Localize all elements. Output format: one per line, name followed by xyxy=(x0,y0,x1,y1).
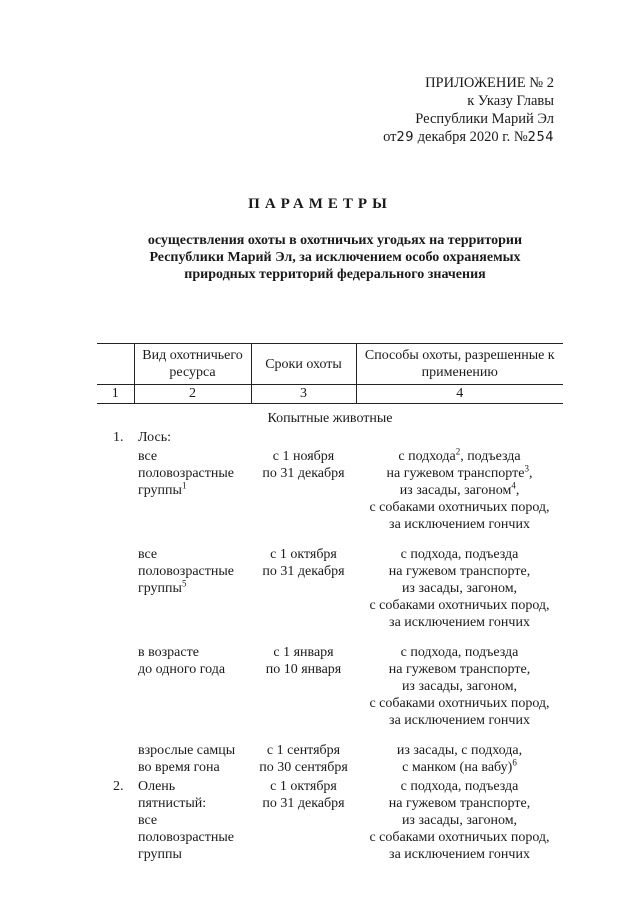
annex-line-1: ПРИЛОЖЕНИЕ № 2 xyxy=(425,75,554,91)
period-line: по 31 декабря xyxy=(262,564,345,579)
method-text: на гужевом транспорте xyxy=(386,466,525,481)
resource-line: в возрасте xyxy=(138,645,199,660)
method-line: за исключением гончих xyxy=(389,517,530,532)
hunting-parameters-table xyxy=(97,343,563,863)
method-line: с подхода, подъезда xyxy=(400,547,519,562)
method-line: с подхода, подъезда xyxy=(400,779,519,794)
method-line: с собаками охотничьих пород, xyxy=(369,598,550,613)
resource-text: группы xyxy=(138,483,182,498)
column-number: 3 xyxy=(251,385,356,404)
table-row xyxy=(97,631,563,729)
document-title: ПАРАМЕТРЫ xyxy=(248,196,392,212)
table-row xyxy=(97,776,563,863)
period-cell xyxy=(251,729,356,776)
resource-line: Олень xyxy=(138,779,176,794)
resource-cell xyxy=(134,729,251,776)
methods-cell xyxy=(356,446,563,533)
header-methods: Способы охоты, разрешенные к применению xyxy=(356,344,563,385)
footnote-ref: 6 xyxy=(512,757,517,768)
row-number: 2. xyxy=(113,779,124,794)
period-line: по 31 декабря xyxy=(262,796,345,811)
method-line: на гужевом транспорте, xyxy=(388,796,531,811)
method-line xyxy=(356,482,563,499)
method-text: с подхода xyxy=(398,449,456,464)
row-spacer xyxy=(97,446,134,533)
method-line: из засады, загоном, xyxy=(401,581,518,596)
subtitle-line-1: осуществления охоты в охотничьих угодьях на территории xyxy=(147,233,523,248)
decree-number: 254 xyxy=(527,130,554,145)
document-subtitle xyxy=(120,232,550,283)
method-text: , xyxy=(515,483,520,498)
column-number: 4 xyxy=(356,385,563,404)
row-number: 1. xyxy=(113,430,124,445)
section-title: Копытные животные xyxy=(267,411,393,426)
method-text: , подъезда xyxy=(460,449,521,464)
resource-text: группы xyxy=(138,581,182,596)
period-cell xyxy=(251,776,356,863)
method-line: на гужевом транспорте, xyxy=(388,564,531,579)
method-line: с собаками охотничьих пород, xyxy=(369,830,550,845)
method-text: , xyxy=(528,466,533,481)
methods-cell xyxy=(356,729,563,776)
date-day: 29 xyxy=(396,130,415,145)
annex-line-2: к Указу Главы xyxy=(467,93,554,109)
annex-date-line xyxy=(383,128,554,147)
period-line: с 1 ноября xyxy=(272,449,335,464)
period-line: с 1 сентября xyxy=(266,743,341,758)
methods-cell xyxy=(356,631,563,729)
table-row xyxy=(97,533,563,631)
method-line: за исключением гончих xyxy=(389,847,530,862)
resource-line: во время гона xyxy=(138,760,220,775)
resource-line: все xyxy=(138,449,158,464)
methods-cell xyxy=(356,533,563,631)
column-number: 2 xyxy=(134,385,251,404)
header-period: Сроки охоты xyxy=(251,344,356,385)
row-spacer xyxy=(97,533,134,631)
table-row xyxy=(97,446,563,533)
table-header-row xyxy=(97,344,563,385)
resource-line: половозрастные xyxy=(138,466,234,481)
resource-cell xyxy=(134,631,251,729)
period-cell xyxy=(251,631,356,729)
method-line xyxy=(356,759,563,776)
period-line: с 1 октября xyxy=(270,547,337,562)
annex-block xyxy=(383,74,554,147)
footnote-ref: 3 xyxy=(524,463,529,474)
row-spacer xyxy=(97,631,134,729)
resource-line xyxy=(138,580,249,597)
period-cell xyxy=(251,446,356,533)
resource-line: все xyxy=(138,547,158,562)
resource-line: пятнистый: xyxy=(138,796,207,811)
resource-line: все xyxy=(138,813,158,828)
header-col-1 xyxy=(97,344,134,385)
annex-line-3: Республики Марий Эл xyxy=(415,111,554,127)
method-line: с собаками охотничьих пород, xyxy=(369,500,550,515)
period-cell xyxy=(251,533,356,631)
column-number-row xyxy=(97,385,563,404)
period-line: по 31 декабря xyxy=(262,466,345,481)
method-line: с собаками охотничьих пород, xyxy=(369,696,550,711)
table-row xyxy=(97,729,563,776)
method-text: из засады, загоном xyxy=(399,483,512,498)
footnote-ref: 5 xyxy=(181,578,187,589)
row-spacer xyxy=(97,729,134,776)
resource-line: половозрастные xyxy=(138,830,234,845)
method-line: из засады, загоном, xyxy=(401,679,518,694)
header-resource: Вид охотничьего ресурса xyxy=(134,344,251,385)
method-line: на гужевом транспорте, xyxy=(388,662,531,677)
method-text: с манком (на вабу) xyxy=(402,760,513,775)
species-name: Лось: xyxy=(138,430,171,445)
period-line: с 1 января xyxy=(273,645,334,660)
method-line: с подхода, подъезда xyxy=(400,645,519,660)
footnote-ref: 4 xyxy=(511,480,516,491)
subtitle-line-2: Республики Марий Эл, за исключением особо охраняемых xyxy=(149,250,521,265)
method-line: из засады, загоном, xyxy=(401,813,518,828)
moose-title-row xyxy=(97,429,563,446)
resource-line: взрослые самцы xyxy=(138,743,236,758)
period-line: по 30 сентября xyxy=(259,760,348,775)
period-line: с 1 октября xyxy=(270,779,337,794)
subtitle-line-3: природных территорий федерального значения xyxy=(184,267,486,282)
resource-cell xyxy=(134,446,251,533)
methods-cell xyxy=(356,776,563,863)
resource-line: до одного года xyxy=(138,662,226,677)
method-line: за исключением гончих xyxy=(389,615,530,630)
method-line: за исключением гончих xyxy=(389,713,530,728)
resource-line: половозрастные xyxy=(138,564,234,579)
method-line xyxy=(356,448,563,465)
column-number: 1 xyxy=(97,385,134,404)
section-row xyxy=(97,404,563,430)
resource-cell xyxy=(134,776,251,863)
resource-cell xyxy=(134,533,251,631)
resource-line: группы xyxy=(138,847,182,862)
date-month-year: декабря 2020 г. № xyxy=(417,129,528,145)
period-line: по 10 января xyxy=(265,662,342,677)
footnote-ref: 1 xyxy=(181,480,187,491)
footnote-ref: 2 xyxy=(455,446,461,457)
date-prefix: от xyxy=(383,129,397,145)
method-line xyxy=(356,465,563,482)
method-line: из засады, с подхода, xyxy=(396,743,523,758)
resource-line xyxy=(138,482,249,499)
